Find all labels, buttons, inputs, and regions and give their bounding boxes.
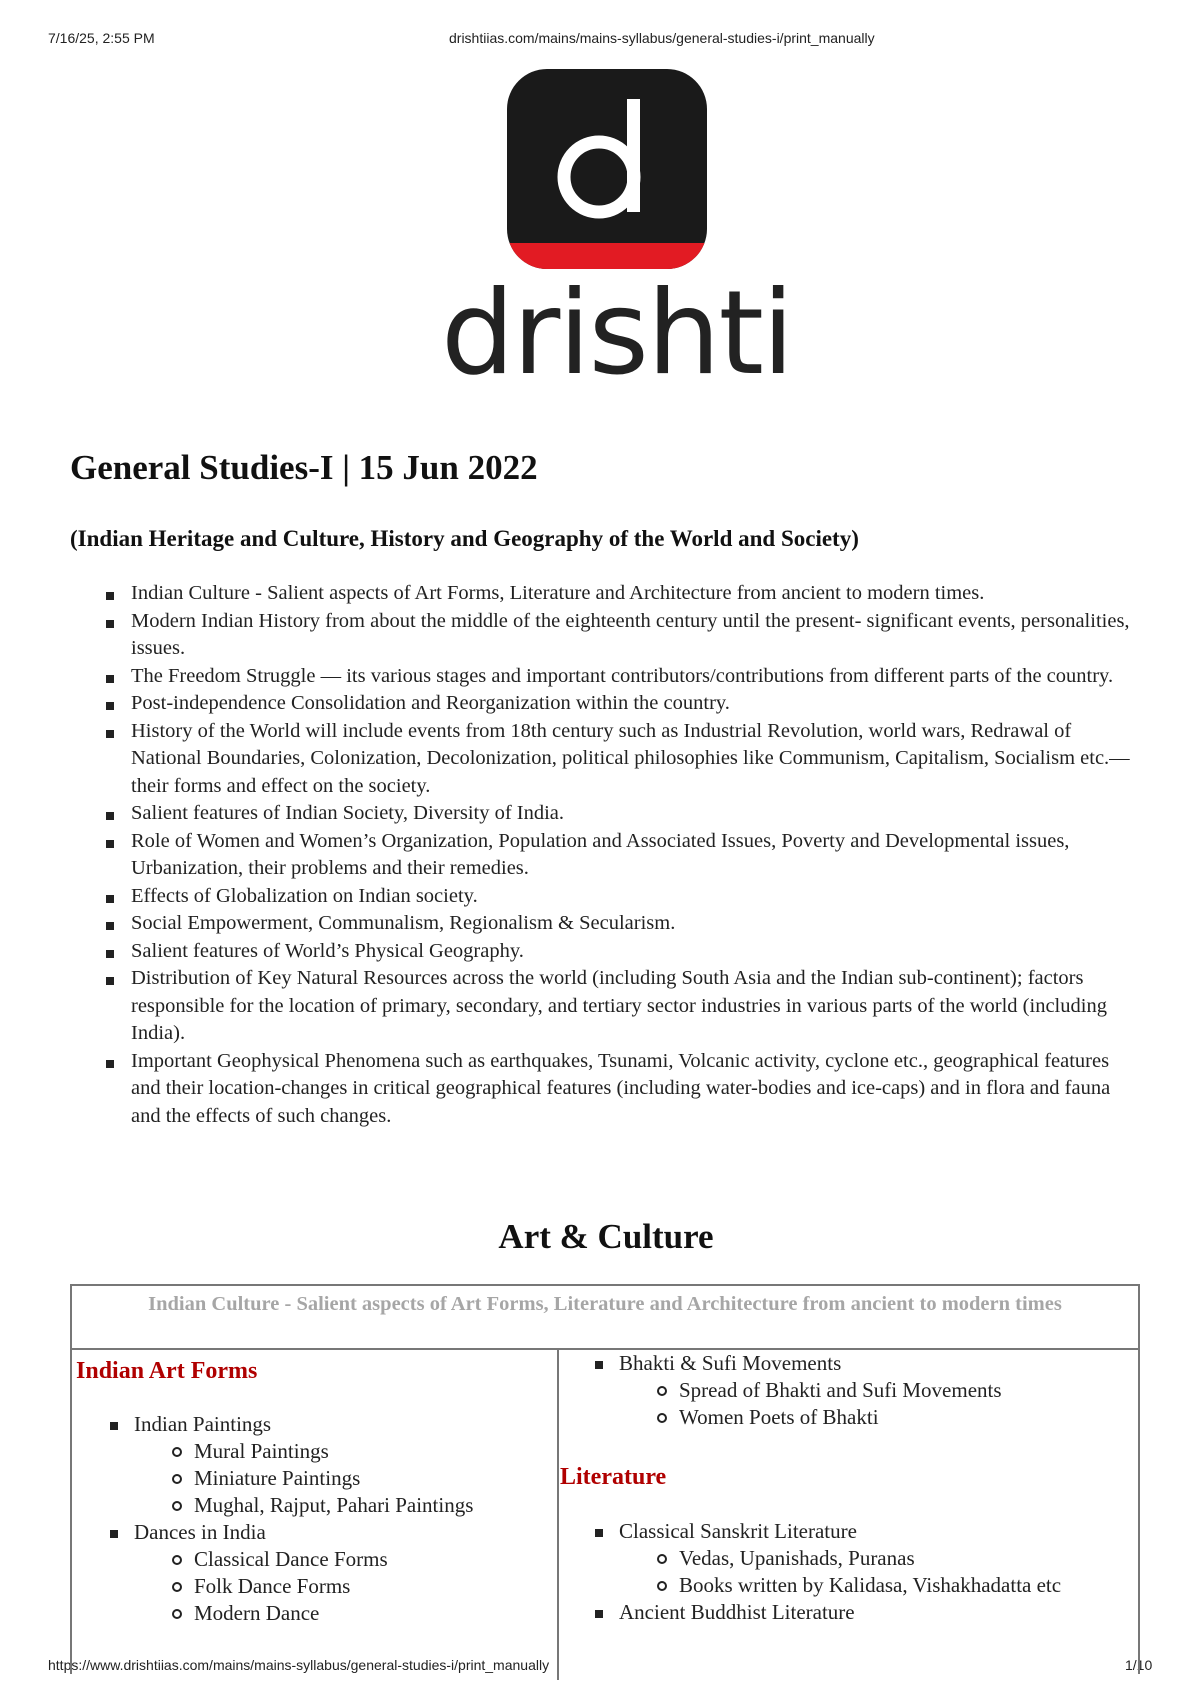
table-column-divider: [557, 1350, 559, 1680]
list-subitem: Mural Paintings: [194, 1439, 329, 1463]
syllabus-item: Salient features of World’s Physical Geography.: [131, 938, 1131, 966]
heading-literature: Literature: [560, 1464, 667, 1490]
syllabus-item: Distribution of Key Natural Resources across the world (including South Asia and the Indian sub-continent); factors responsible for the location of primary, secondary, and tertiary sector industries in various parts of the world (including India).: [131, 965, 1131, 1048]
syllabus-list: [131, 580, 1131, 1130]
list-subitem: Vedas, Upanishads, Puranas: [679, 1546, 915, 1570]
drishti-wordmark: drishti: [441, 266, 793, 401]
syllabus-item: Important Geophysical Phenomena such as earthquakes, Tsunami, Volcanic activity, cyclone etc., geographical features and their location-changes in critical geographical features (including water-bodies and ice-caps) and in flora and fauna and the effects of such changes.: [131, 1048, 1131, 1131]
list-subitem: Classical Dance Forms: [194, 1547, 388, 1571]
syllabus-item: Effects of Globalization on Indian society.: [131, 883, 1131, 911]
list-subitem: Modern Dance: [194, 1601, 320, 1625]
list-item: Dances in India: [134, 1520, 266, 1544]
syllabus-item: Modern Indian History from about the middle of the eighteenth century until the present- significant events, personalities, issues.: [131, 608, 1131, 663]
list-item: Indian Paintings: [134, 1412, 272, 1436]
page-subtitle: (Indian Heritage and Culture, History and Geography of the World and Society): [70, 526, 859, 551]
list-item: Classical Sanskrit Literature: [619, 1519, 857, 1543]
print-datetime: 7/16/25, 2:55 PM: [48, 30, 155, 46]
list-subitem: Miniature Paintings: [194, 1466, 361, 1490]
list-subitem: Women Poets of Bhakti: [679, 1405, 879, 1429]
syllabus-item: Social Empowerment, Communalism, Regionalism & Secularism.: [131, 910, 1131, 938]
list-subitem: Books written by Kalidasa, Vishakhadatta etc: [679, 1573, 1062, 1597]
table-header: Indian Culture - Salient aspects of Art Forms, Literature and Architecture from ancient to modern times: [72, 1286, 1138, 1350]
syllabus-item: Indian Culture - Salient aspects of Art Forms, Literature and Architecture from ancient to modern times.: [131, 580, 1131, 608]
list-item: Ancient Buddhist Literature: [619, 1600, 855, 1624]
drishti-logo-icon: [507, 69, 707, 269]
print-header-url: drishtiias.com/mains/mains-syllabus/general-studies-i/print_manually: [449, 30, 875, 46]
list-subitem: Mughal, Rajput, Pahari Paintings: [194, 1493, 474, 1517]
syllabus-item: Role of Women and Women’s Organization, Population and Associated Issues, Poverty and Developmental issues, Urbanization, their problems and their remedies.: [131, 828, 1131, 883]
list-subitem: Folk Dance Forms: [194, 1574, 351, 1598]
heading-indian-art-forms: Indian Art Forms: [76, 1358, 258, 1384]
page-number: 1/10: [1125, 1657, 1153, 1673]
syllabus-item: History of the World will include events from 18th century such as Industrial Revolution, world wars, Redrawal of National Boundaries, Colonization, Decolonization, political philosophies like Communism, Capitalism, Socialism etc.— their forms and effect on the society.: [131, 718, 1131, 801]
page-title: General Studies-I | 15 Jun 2022: [70, 448, 538, 487]
print-footer-url: https://www.drishtiias.com/mains/mains-syllabus/general-studies-i/print_manually: [48, 1657, 550, 1673]
syllabus-item: Post-independence Consolidation and Reorganization within the country.: [131, 690, 1131, 718]
syllabus-item: The Freedom Struggle — its various stages and important contributors/contributions from different parts of the country.: [131, 663, 1131, 691]
list-subitem: Spread of Bhakti and Sufi Movements: [679, 1378, 1002, 1402]
art-culture-table: [70, 1284, 1140, 1674]
section-heading-art-culture: Art & Culture: [498, 1217, 714, 1256]
syllabus-item: Salient features of Indian Society, Diversity of India.: [131, 800, 1131, 828]
list-item: Bhakti & Sufi Movements: [619, 1351, 842, 1375]
